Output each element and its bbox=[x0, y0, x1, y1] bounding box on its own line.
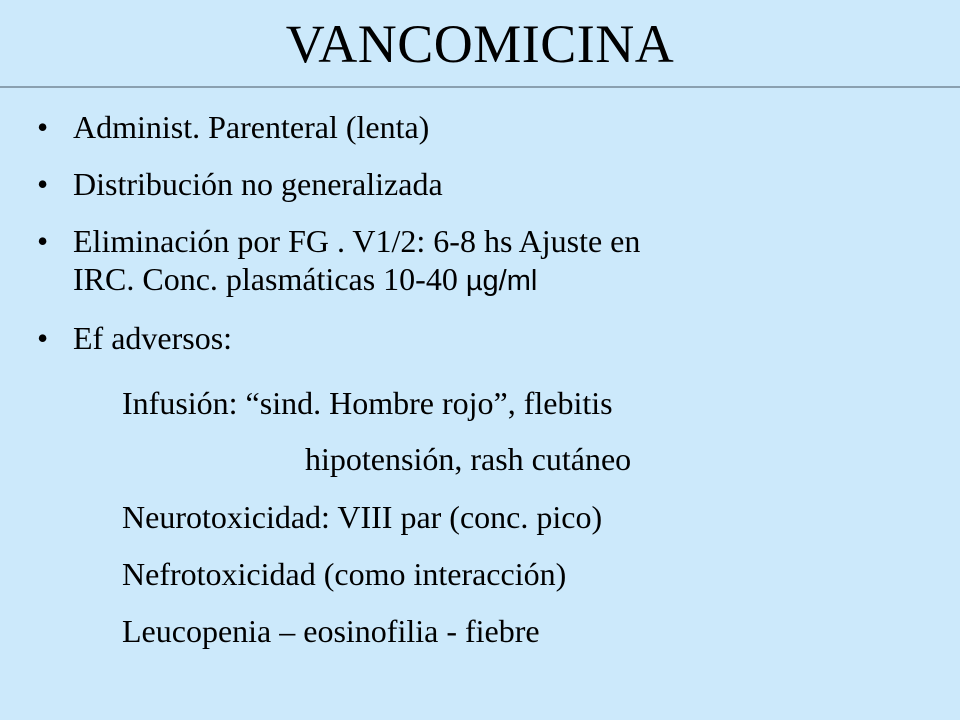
title-divider bbox=[0, 86, 960, 88]
bullet-text: Administ. Parenteral (lenta) bbox=[73, 109, 430, 145]
bullet-item-administration bbox=[0, 108, 960, 146]
bullet-icon: • bbox=[37, 223, 49, 259]
adverse-effect-hematologic: Leucopenia – eosinofilia - fiebre bbox=[122, 613, 540, 649]
bullet-text-line2: IRC. Conc. plasmáticas 10-40 bbox=[73, 261, 466, 297]
bullet-item-distribution bbox=[0, 165, 960, 203]
bullet-text: Ef adversos: bbox=[73, 320, 233, 356]
bullet-item-adverse-effects bbox=[0, 319, 960, 357]
bullet-item-elimination bbox=[0, 222, 960, 300]
adverse-effect-neurotoxicity: Neurotoxicidad: VIII par (conc. pico) bbox=[122, 499, 603, 535]
adverse-effect-infusion-cont: hipotensión, rash cutáneo bbox=[305, 441, 632, 477]
bullet-icon: • bbox=[37, 109, 49, 145]
bullet-icon: • bbox=[37, 320, 49, 356]
adverse-effect-infusion: Infusión: “sind. Hombre rojo”, flebitis bbox=[122, 385, 613, 421]
slide-title: VANCOMICINA bbox=[285, 14, 675, 74]
concentration-unit: µg/ml bbox=[465, 265, 538, 297]
bullet-text: Distribución no generalizada bbox=[73, 166, 443, 202]
adverse-effect-nephrotoxicity: Nefrotoxicidad (como interacción) bbox=[122, 556, 567, 592]
bullet-list bbox=[0, 108, 960, 376]
bullet-text-line1: Eliminación por FG . V1/2: 6-8 hs Ajuste en bbox=[73, 223, 641, 259]
bullet-icon: • bbox=[37, 166, 49, 202]
